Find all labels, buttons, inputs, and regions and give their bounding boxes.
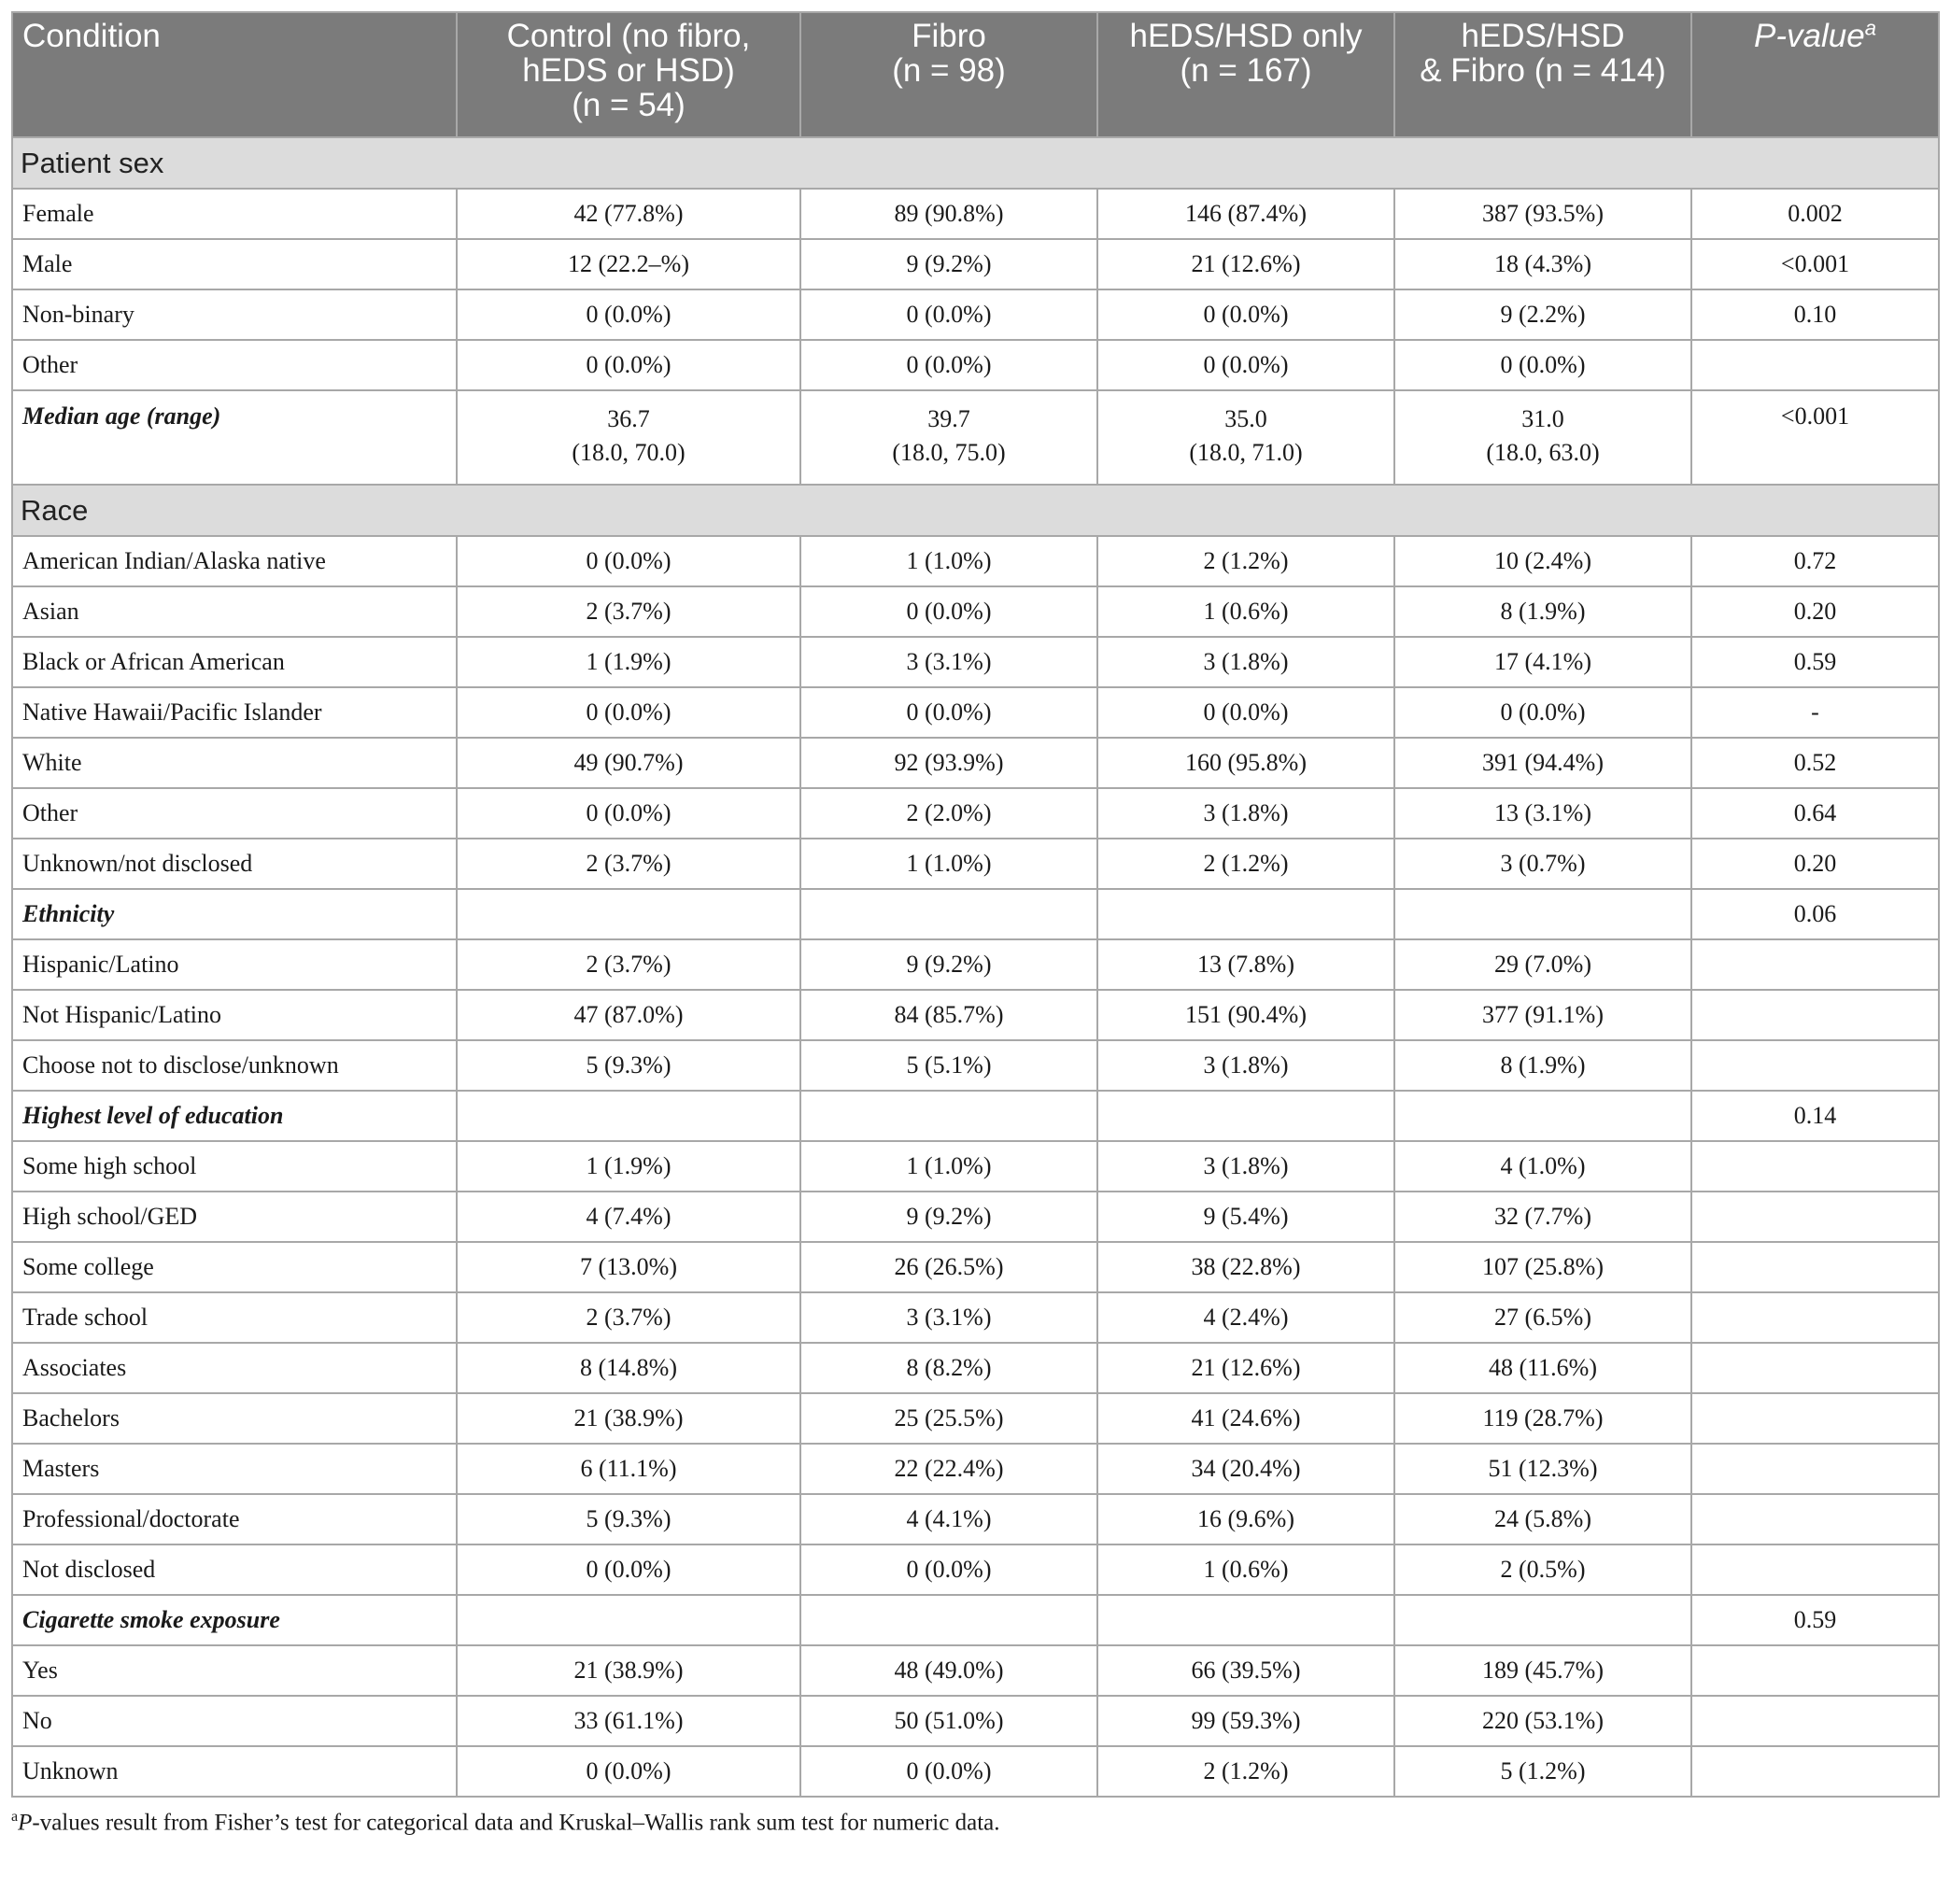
header-line: hEDS/HSD: [1461, 18, 1625, 54]
cell-group-3: 4 (2.4%): [1097, 1292, 1394, 1343]
cell-group-4: 18 (4.3%): [1394, 239, 1691, 289]
row-label: White: [12, 738, 457, 788]
cell-p-value: [1691, 1343, 1939, 1393]
row-label: Yes: [12, 1645, 457, 1696]
cell-group-1: 0 (0.0%): [457, 687, 800, 738]
footnote-marker: a: [11, 1809, 19, 1825]
cell-group-2: 0 (0.0%): [800, 1746, 1097, 1797]
cell-group-2: 5 (5.1%): [800, 1040, 1097, 1091]
cell-group-1: 0 (0.0%): [457, 1746, 800, 1797]
cell-p-value: [1691, 990, 1939, 1040]
cell-group-4: [1394, 390, 1691, 485]
cell-p-value: [1691, 340, 1939, 390]
table-row: [12, 788, 1939, 839]
row-label: Asian: [12, 586, 457, 637]
cell-group-3: 3 (1.8%): [1097, 788, 1394, 839]
table-row: [12, 1696, 1939, 1746]
cell-group-3: 0 (0.0%): [1097, 687, 1394, 738]
row-label: Hispanic/Latino: [12, 939, 457, 990]
cell-group-3: 146 (87.4%): [1097, 189, 1394, 239]
row-label: Non-binary: [12, 289, 457, 340]
cell-group-2: 0 (0.0%): [800, 289, 1097, 340]
table-row: [12, 1393, 1939, 1444]
cell-group-4: 391 (94.4%): [1394, 738, 1691, 788]
cell-group-2: 50 (51.0%): [800, 1696, 1097, 1746]
row-label: Cigarette smoke exposure: [12, 1595, 457, 1645]
cell-group-1: 2 (3.7%): [457, 586, 800, 637]
cell-p-value: <0.001: [1691, 390, 1939, 485]
cell-group-4: 27 (6.5%): [1394, 1292, 1691, 1343]
cell-group-2: 89 (90.8%): [800, 189, 1097, 239]
cell-group-2: 8 (8.2%): [800, 1343, 1097, 1393]
table-row: [12, 586, 1939, 637]
table-row: [12, 1746, 1939, 1797]
cell-group-2: 92 (93.9%): [800, 738, 1097, 788]
cell-p-value: -: [1691, 687, 1939, 738]
table-row: [12, 839, 1939, 889]
cell-group-2: 25 (25.5%): [800, 1393, 1097, 1444]
cell-group-2: 0 (0.0%): [800, 687, 1097, 738]
row-label: Trade school: [12, 1292, 457, 1343]
cell-group-3: 0 (0.0%): [1097, 340, 1394, 390]
cell-group-2: 4 (4.1%): [800, 1494, 1097, 1544]
header-line: Control (no fibro,: [506, 18, 751, 54]
cell-group-4: 189 (45.7%): [1394, 1645, 1691, 1696]
table-row: [12, 340, 1939, 390]
header-control: [457, 12, 800, 137]
cell-p-value: [1691, 1141, 1939, 1192]
cell-group-4: 10 (2.4%): [1394, 536, 1691, 586]
table-container: [11, 11, 1938, 1836]
row-label: Some high school: [12, 1141, 457, 1192]
cell-group-3: 160 (95.8%): [1097, 738, 1394, 788]
cell-group-2: [800, 1595, 1097, 1645]
row-label: Other: [12, 340, 457, 390]
header-line: & Fibro (n = 414): [1420, 52, 1666, 89]
row-label: Female: [12, 189, 457, 239]
cell-line: (18.0, 75.0): [892, 439, 1006, 466]
cell-group-3: [1097, 889, 1394, 939]
cell-group-1: 12 (22.2–%): [457, 239, 800, 289]
cell-group-4: 8 (1.9%): [1394, 1040, 1691, 1091]
cell-group-1: 0 (0.0%): [457, 1544, 800, 1595]
table-footnote: [11, 1809, 1938, 1836]
cell-group-1: [457, 889, 800, 939]
header-line: (n = 54): [572, 87, 686, 123]
cell-group-3: 2 (1.2%): [1097, 1746, 1394, 1797]
header-heds-fibro: [1394, 12, 1691, 137]
row-label: Black or African American: [12, 637, 457, 687]
header-line: (n = 167): [1180, 52, 1312, 89]
cell-group-1: 1 (1.9%): [457, 637, 800, 687]
cell-group-1: 2 (3.7%): [457, 839, 800, 889]
cell-group-3: [1097, 390, 1394, 485]
cell-group-2: 9 (9.2%): [800, 239, 1097, 289]
row-label: Some college: [12, 1242, 457, 1292]
row-label: High school/GED: [12, 1192, 457, 1242]
footnote-text: -values result from Fisher’s test for categorical data and Kruskal–Wallis rank sum test for numeric data.: [32, 1810, 1000, 1836]
cell-group-4: 13 (3.1%): [1394, 788, 1691, 839]
cell-group-3: 66 (39.5%): [1097, 1645, 1394, 1696]
cell-group-1: 21 (38.9%): [457, 1645, 800, 1696]
cell-p-value: [1691, 1192, 1939, 1242]
header-row: [12, 12, 1939, 137]
cell-group-3: 3 (1.8%): [1097, 1141, 1394, 1192]
cell-group-3: 38 (22.8%): [1097, 1242, 1394, 1292]
cell-group-4: 377 (91.1%): [1394, 990, 1691, 1040]
cell-group-3: 3 (1.8%): [1097, 1040, 1394, 1091]
header-line: (n = 98): [892, 52, 1006, 89]
cell-group-2: 9 (9.2%): [800, 1192, 1097, 1242]
cell-group-2: 0 (0.0%): [800, 340, 1097, 390]
table-header: [12, 12, 1939, 137]
cell-group-1: 5 (9.3%): [457, 1494, 800, 1544]
cell-group-2: [800, 1091, 1097, 1141]
cell-group-2: 1 (1.0%): [800, 536, 1097, 586]
table-row: [12, 239, 1939, 289]
cell-group-1: 5 (9.3%): [457, 1040, 800, 1091]
cell-p-value: 0.14: [1691, 1091, 1939, 1141]
header-line: hEDS or HSD): [522, 52, 735, 89]
table-row: [12, 1544, 1939, 1595]
cell-group-4: 51 (12.3%): [1394, 1444, 1691, 1494]
table-body: [12, 137, 1939, 1797]
header-line: Fibro: [912, 18, 986, 54]
cell-group-3: 2 (1.2%): [1097, 536, 1394, 586]
cell-group-2: 9 (9.2%): [800, 939, 1097, 990]
cell-p-value: 0.20: [1691, 839, 1939, 889]
table-row: [12, 1444, 1939, 1494]
cell-group-1: 42 (77.8%): [457, 189, 800, 239]
cell-group-1: 2 (3.7%): [457, 939, 800, 990]
cell-group-2: 84 (85.7%): [800, 990, 1097, 1040]
row-label: American Indian/Alaska native: [12, 536, 457, 586]
cell-p-value: [1691, 1746, 1939, 1797]
cell-group-3: [1097, 1091, 1394, 1141]
cell-group-3: 21 (12.6%): [1097, 1343, 1394, 1393]
cell-p-value: [1691, 1444, 1939, 1494]
table-row: [12, 637, 1939, 687]
cell-group-3: 41 (24.6%): [1097, 1393, 1394, 1444]
row-label: Masters: [12, 1444, 457, 1494]
cell-group-3: 3 (1.8%): [1097, 637, 1394, 687]
table-row: [12, 889, 1939, 939]
table-row: [12, 990, 1939, 1040]
cell-group-4: 48 (11.6%): [1394, 1343, 1691, 1393]
table-row: [12, 1141, 1939, 1192]
row-label: Choose not to disclose/unknown: [12, 1040, 457, 1091]
cell-group-3: 16 (9.6%): [1097, 1494, 1394, 1544]
cell-line: 39.7: [927, 405, 970, 432]
cell-p-value: [1691, 1696, 1939, 1746]
table-row-median-age: [12, 390, 1939, 485]
table-row: [12, 1242, 1939, 1292]
cell-p-value: 0.20: [1691, 586, 1939, 637]
cell-group-2: 3 (3.1%): [800, 1292, 1097, 1343]
cell-line: 31.0: [1521, 405, 1564, 432]
cell-group-2: 0 (0.0%): [800, 1544, 1097, 1595]
cell-group-3: 151 (90.4%): [1097, 990, 1394, 1040]
table-row: [12, 1494, 1939, 1544]
table-row: [12, 687, 1939, 738]
cell-group-2: 1 (1.0%): [800, 1141, 1097, 1192]
cell-group-1: 7 (13.0%): [457, 1242, 800, 1292]
section-title: Race: [12, 485, 1939, 536]
section-row-race: [12, 485, 1939, 536]
cell-group-4: 107 (25.8%): [1394, 1242, 1691, 1292]
cell-group-4: 119 (28.7%): [1394, 1393, 1691, 1444]
cell-group-1: 21 (38.9%): [457, 1393, 800, 1444]
row-label: Unknown/not disclosed: [12, 839, 457, 889]
cell-group-3: 0 (0.0%): [1097, 289, 1394, 340]
cell-p-value: [1691, 1292, 1939, 1343]
row-label: Bachelors: [12, 1393, 457, 1444]
cell-group-2: 26 (26.5%): [800, 1242, 1097, 1292]
row-label: Other: [12, 788, 457, 839]
cell-group-3: 9 (5.4%): [1097, 1192, 1394, 1242]
cell-p-value: [1691, 1040, 1939, 1091]
table-row: [12, 289, 1939, 340]
cell-group-1: 0 (0.0%): [457, 788, 800, 839]
cell-group-4: 24 (5.8%): [1394, 1494, 1691, 1544]
header-p-label: P-value: [1754, 18, 1865, 54]
cell-group-4: 29 (7.0%): [1394, 939, 1691, 990]
cell-p-value: 0.06: [1691, 889, 1939, 939]
cell-group-2: 3 (3.1%): [800, 637, 1097, 687]
cell-p-value: [1691, 1544, 1939, 1595]
cell-p-value: [1691, 1645, 1939, 1696]
table-row: [12, 1040, 1939, 1091]
cell-group-1: 49 (90.7%): [457, 738, 800, 788]
row-label: Ethnicity: [12, 889, 457, 939]
cell-group-3: 1 (0.6%): [1097, 586, 1394, 637]
table-row: [12, 738, 1939, 788]
cell-group-1: 2 (3.7%): [457, 1292, 800, 1343]
cell-group-1: 4 (7.4%): [457, 1192, 800, 1242]
cell-p-value: 0.002: [1691, 189, 1939, 239]
row-label: Not Hispanic/Latino: [12, 990, 457, 1040]
section-row-patient-sex: [12, 137, 1939, 189]
cell-group-1: 8 (14.8%): [457, 1343, 800, 1393]
cell-group-4: 32 (7.7%): [1394, 1192, 1691, 1242]
cell-p-value: <0.001: [1691, 239, 1939, 289]
cell-group-3: 2 (1.2%): [1097, 839, 1394, 889]
header-condition: Condition: [12, 12, 457, 137]
cell-group-4: 2 (0.5%): [1394, 1544, 1691, 1595]
row-label: Highest level of education: [12, 1091, 457, 1141]
cell-group-3: 99 (59.3%): [1097, 1696, 1394, 1746]
row-label: Male: [12, 239, 457, 289]
cell-group-2: 48 (49.0%): [800, 1645, 1097, 1696]
cell-group-4: 387 (93.5%): [1394, 189, 1691, 239]
row-label: Median age (range): [12, 390, 457, 485]
section-title: Patient sex: [12, 137, 1939, 189]
cell-group-1: [457, 1091, 800, 1141]
cell-p-value: [1691, 1393, 1939, 1444]
cell-group-1: 0 (0.0%): [457, 289, 800, 340]
cell-group-1: 33 (61.1%): [457, 1696, 800, 1746]
cell-line: (18.0, 70.0): [572, 439, 686, 466]
cell-group-2: 22 (22.4%): [800, 1444, 1097, 1494]
cell-group-4: 0 (0.0%): [1394, 687, 1691, 738]
cell-group-4: [1394, 889, 1691, 939]
cell-line: 36.7: [607, 405, 650, 432]
cell-p-value: [1691, 1242, 1939, 1292]
cell-group-4: [1394, 1091, 1691, 1141]
table-row: [12, 189, 1939, 239]
header-p-value: [1691, 12, 1939, 137]
cell-group-1: 6 (11.1%): [457, 1444, 800, 1494]
cell-group-2: [800, 390, 1097, 485]
cell-p-value: [1691, 939, 1939, 990]
table-row: [12, 1343, 1939, 1393]
cell-group-1: 47 (87.0%): [457, 990, 800, 1040]
footnote-p: P: [18, 1810, 33, 1836]
cell-line: 35.0: [1224, 405, 1267, 432]
row-label: No: [12, 1696, 457, 1746]
table-row: [12, 1091, 1939, 1141]
cell-group-2: 0 (0.0%): [800, 586, 1097, 637]
cell-group-3: 34 (20.4%): [1097, 1444, 1394, 1494]
cell-group-4: 8 (1.9%): [1394, 586, 1691, 637]
table-row: [12, 1192, 1939, 1242]
header-fibro: [800, 12, 1097, 137]
table-row: [12, 1645, 1939, 1696]
cell-p-value: 0.64: [1691, 788, 1939, 839]
header-line: hEDS/HSD only: [1129, 18, 1363, 54]
cell-group-2: 2 (2.0%): [800, 788, 1097, 839]
row-label: Associates: [12, 1343, 457, 1393]
cell-group-1: 0 (0.0%): [457, 340, 800, 390]
cell-group-3: 13 (7.8%): [1097, 939, 1394, 990]
cell-group-1: 1 (1.9%): [457, 1141, 800, 1192]
cell-p-value: [1691, 1494, 1939, 1544]
cell-group-4: 3 (0.7%): [1394, 839, 1691, 889]
cell-group-4: 17 (4.1%): [1394, 637, 1691, 687]
cell-line: (18.0, 63.0): [1486, 439, 1600, 466]
cell-group-1: [457, 1595, 800, 1645]
table-row: [12, 939, 1939, 990]
cell-group-4: 0 (0.0%): [1394, 340, 1691, 390]
cell-group-2: [800, 889, 1097, 939]
table-row: [12, 1292, 1939, 1343]
cell-group-3: 21 (12.6%): [1097, 239, 1394, 289]
cell-group-4: 5 (1.2%): [1394, 1746, 1691, 1797]
row-label: Unknown: [12, 1746, 457, 1797]
cell-p-value: 0.10: [1691, 289, 1939, 340]
cell-group-1: 0 (0.0%): [457, 536, 800, 586]
cell-group-3: 1 (0.6%): [1097, 1544, 1394, 1595]
row-label: Not disclosed: [12, 1544, 457, 1595]
cell-group-2: 1 (1.0%): [800, 839, 1097, 889]
cell-group-1: [457, 390, 800, 485]
row-label: Professional/doctorate: [12, 1494, 457, 1544]
header-heds-only: [1097, 12, 1394, 137]
cell-line: (18.0, 71.0): [1189, 439, 1303, 466]
cell-group-4: 4 (1.0%): [1394, 1141, 1691, 1192]
cell-p-value: 0.52: [1691, 738, 1939, 788]
demographics-table: [11, 11, 1940, 1798]
row-label: Native Hawaii/Pacific Islander: [12, 687, 457, 738]
cell-p-value: 0.59: [1691, 1595, 1939, 1645]
cell-p-value: 0.72: [1691, 536, 1939, 586]
table-row: [12, 1595, 1939, 1645]
cell-group-4: 9 (2.2%): [1394, 289, 1691, 340]
cell-group-4: 220 (53.1%): [1394, 1696, 1691, 1746]
cell-group-3: [1097, 1595, 1394, 1645]
cell-p-value: 0.59: [1691, 637, 1939, 687]
cell-group-4: [1394, 1595, 1691, 1645]
table-row: [12, 536, 1939, 586]
header-p-sup: a: [1864, 16, 1876, 40]
